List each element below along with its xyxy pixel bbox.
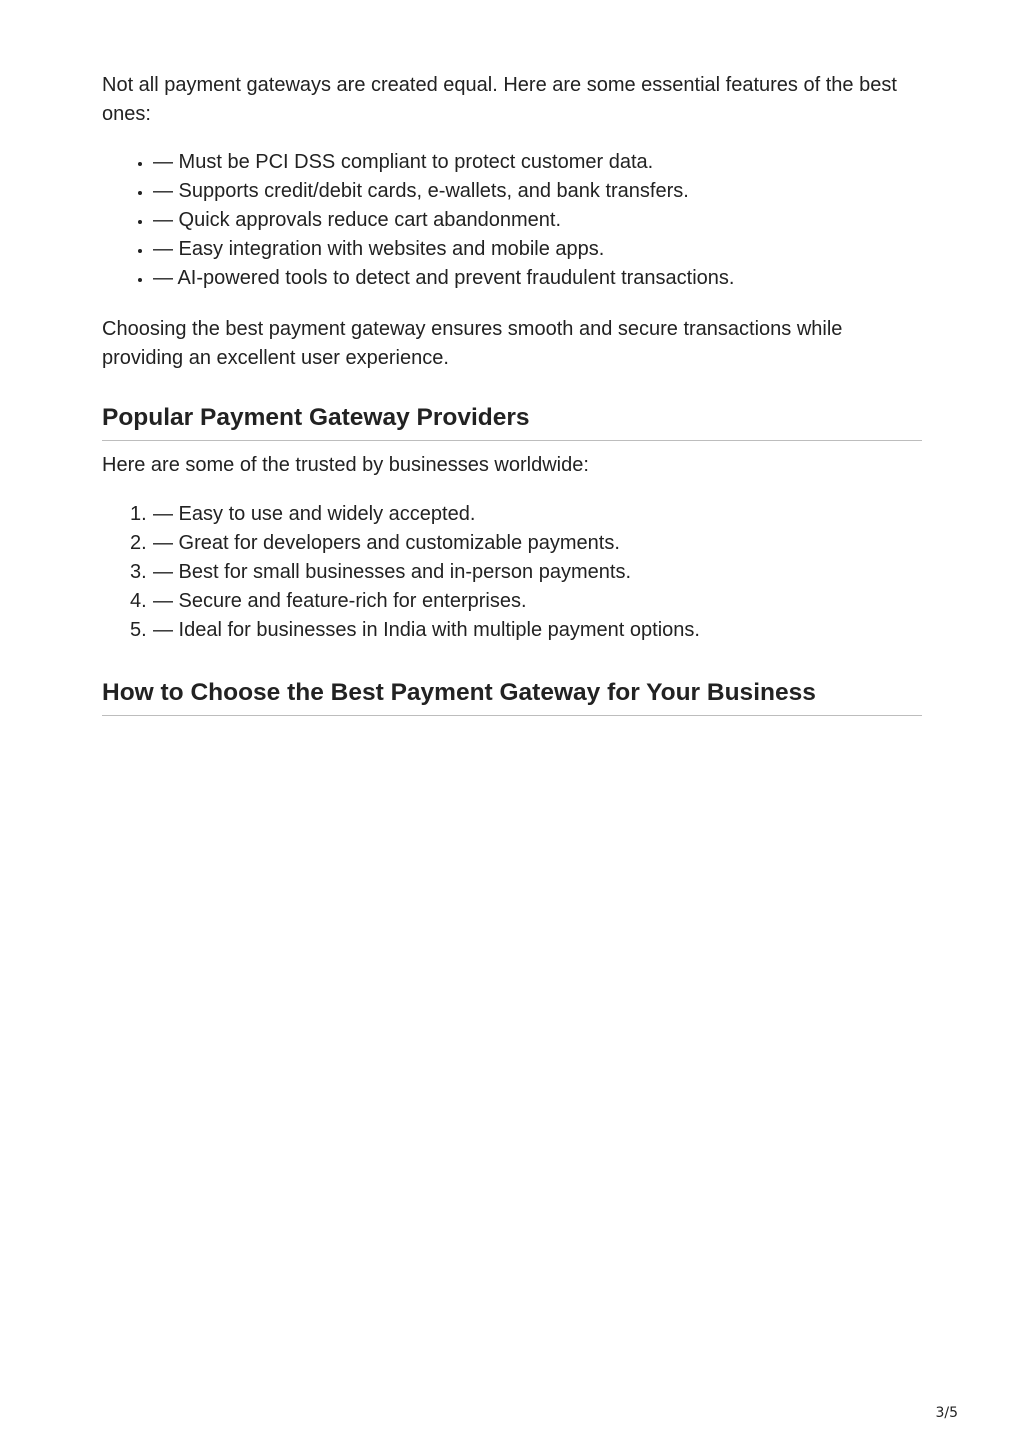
section-heading-choose: How to Choose the Best Payment Gateway for Your Business (102, 677, 922, 716)
list-item: • — Easy integration with websites and mobile apps. (153, 235, 922, 264)
list-item-text: — Secure and feature-rich for enterprises. (153, 589, 527, 612)
list-item: • — Supports credit/debit cards, e-wallets, and bank transfers. (153, 177, 922, 206)
list-item (130, 587, 922, 616)
list-number: 4. (130, 589, 147, 612)
list-item: • — Quick approvals reduce cart abandonment. (153, 206, 922, 235)
list-number: 5. (130, 618, 147, 641)
providers-list (102, 500, 922, 645)
list-item (130, 616, 922, 645)
list-item-text: — Ideal for businesses in India with multiple payment options. (153, 618, 700, 641)
providers-lead: Here are some of the trusted by businesses worldwide: (102, 454, 589, 476)
page-number: 3/5 (935, 1405, 958, 1421)
list-number: 2. (130, 531, 147, 554)
list-item-text: — Best for small businesses and in-person payments. (153, 560, 631, 583)
section-heading-providers: Popular Payment Gateway Providers (102, 402, 922, 441)
closing-paragraph: Choosing the best payment gateway ensures smooth and secure transactions while providing an excellent user experience. (102, 318, 843, 369)
list-number: 1. (130, 502, 147, 525)
list-item (130, 529, 922, 558)
list-item: • — AI-powered tools to detect and prevent fraudulent transactions. (153, 264, 922, 293)
intro-paragraph: Not all payment gateways are created equal. Here are some essential features of the best ones: (102, 74, 897, 125)
list-item (130, 500, 922, 529)
list-number: 3. (130, 560, 147, 583)
list-item-text: — Great for developers and customizable payments. (153, 531, 620, 554)
list-item-text: — Easy to use and widely accepted. (153, 502, 476, 525)
features-list (102, 148, 922, 293)
list-item (130, 558, 922, 587)
document-body (102, 71, 922, 716)
list-item: • — Must be PCI DSS compliant to protect customer data. (153, 148, 922, 177)
